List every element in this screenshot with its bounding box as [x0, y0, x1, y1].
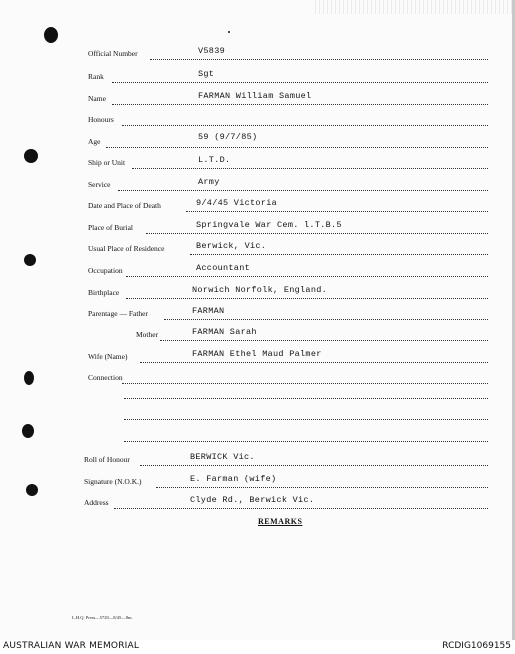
printer-mark: L.H.Q. Press—5720—8/45—8m. — [72, 615, 133, 620]
birthplace-value: Norwich Norfolk, England. — [192, 285, 328, 295]
footer-institution: AUSTRALIAN WAR MEMORIAL — [3, 641, 140, 651]
service-value: Army — [198, 177, 220, 187]
usual-residence-line — [190, 253, 488, 255]
mother-line — [160, 339, 488, 341]
connection-line-3 — [124, 418, 488, 420]
wife-value: FARMAN Ethel Maud Palmer — [192, 349, 322, 359]
rank-label: Rank — [88, 72, 104, 81]
punch-hole-upper — [24, 149, 38, 163]
age-line — [106, 146, 488, 148]
footer-bar — [0, 640, 515, 654]
official-number-line — [150, 58, 488, 60]
honours-line — [122, 124, 488, 126]
date-place-death-label: Date and Place of Death — [88, 201, 161, 210]
occupation-value: Accountant — [196, 263, 251, 273]
place-of-burial-label: Place of Burial — [88, 223, 133, 232]
date-place-death-line — [186, 210, 488, 212]
address-label: Address — [84, 498, 109, 507]
age-value: 59 (9/7/85) — [198, 132, 258, 142]
parentage-father-label: Parentage — Father — [88, 309, 148, 318]
signature-nok-line — [156, 486, 488, 488]
parentage-father-line — [164, 318, 488, 320]
name-label: Name — [88, 94, 106, 103]
connection-label: Connection — [88, 373, 123, 382]
rank-line — [112, 81, 488, 83]
mother-label: Mother — [136, 330, 159, 339]
age-label: Age — [88, 137, 101, 146]
ship-or-unit-label: Ship or Unit — [88, 158, 126, 167]
punch-hole-top — [44, 27, 58, 43]
signature-nok-value: E. Farman (wife) — [190, 474, 277, 484]
punch-hole-middle — [24, 254, 36, 266]
service-label: Service — [88, 180, 111, 189]
wife-label: Wife (Name) — [88, 352, 128, 361]
wife-line — [140, 361, 488, 363]
official-number-label: Official Number — [88, 49, 138, 58]
occupation-label: Occupation — [88, 266, 123, 275]
roll-of-honour-line — [140, 464, 488, 466]
date-place-death-value: 9/4/45 Victoria — [196, 198, 278, 208]
roll-of-honour-label: Roll of Honour — [84, 455, 130, 464]
ship-or-unit-value: L.T.D. — [198, 155, 231, 165]
rank-value: Sgt — [198, 69, 215, 79]
footer-record-id: RCDIG1069155 — [442, 641, 511, 651]
official-number-value: V5839 — [198, 46, 226, 56]
address-line — [114, 507, 488, 509]
name-line — [112, 103, 488, 105]
place-of-burial-line — [146, 232, 488, 234]
scan-edge — [315, 0, 515, 14]
parentage-father-value: FARMAN — [192, 306, 225, 316]
birthplace-label: Birthplace — [88, 288, 120, 297]
punch-hole-lower — [24, 371, 34, 385]
service-line — [118, 189, 488, 191]
speck — [228, 31, 230, 33]
place-of-burial-value: Springvale War Cem. l.T.B.5 — [196, 220, 342, 230]
connection-line-1 — [122, 382, 488, 384]
signature-nok-label: Signature (N.O.K.) — [84, 477, 142, 486]
connection-line-4 — [124, 440, 488, 442]
connection-line-2 — [124, 397, 488, 399]
punch-hole-bottom — [22, 424, 34, 438]
mother-value: FARMAN Sarah — [192, 327, 257, 337]
address-value: Clyde Rd., Berwick Vic. — [190, 495, 315, 505]
honours-label: Honours — [88, 115, 114, 124]
punch-hole-base — [26, 484, 38, 496]
occupation-line — [126, 275, 488, 277]
usual-residence-label: Usual Place of Residence — [88, 244, 165, 253]
name-value: FARMAN William Samuel — [198, 91, 312, 101]
ship-or-unit-line — [132, 167, 488, 169]
roll-of-honour-value: BERWICK Vic. — [190, 452, 255, 462]
birthplace-line — [126, 297, 488, 299]
remarks-heading: REMARKS — [258, 517, 303, 526]
usual-residence-value: Berwick, Vic. — [196, 241, 267, 251]
